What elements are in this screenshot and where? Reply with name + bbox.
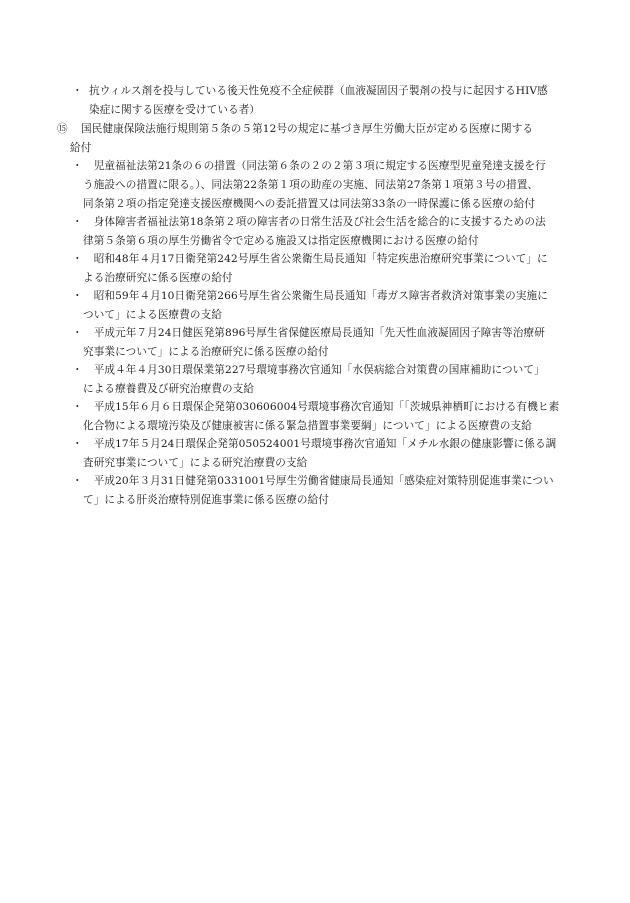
bullet-mark: ・ <box>72 364 83 376</box>
bullet-mark: ・ <box>72 327 83 339</box>
list-item-line: 身体障害者福祉法第18条第２項の障害者の日常生活及び社会生活を総合的に支援するための法 <box>83 216 546 228</box>
list-item-line: 平成20年３月31日健発第0331001号厚生労働省健康局長通知「感染症対策特別促進事業につい <box>83 475 554 487</box>
bullet-mark: ・ <box>72 475 83 487</box>
list-item-line: 律第５条第６項の厚生労働省令で定める施設又は指定医療機関における医療の給付 <box>83 235 479 247</box>
section-heading-line: 国民健康保険法施行規則第５条の５第12号の規定に基づき厚生労働大臣が定める医療に関する <box>81 123 534 135</box>
bullet-mark: ・ <box>72 438 83 450</box>
list-item <box>72 213 592 251</box>
list-item-line: 抗ウィルス剤を投与している後天性免疫不全症候群（血液凝固因子製剤の投与に起因するHIV感 <box>89 85 548 97</box>
list-item-line: 究事業について」による治療研究に係る医療の給付 <box>83 346 329 358</box>
bullet-mark: ・ <box>72 401 83 413</box>
bullet-mark: ・ <box>72 85 83 97</box>
list-item-line: 化合物による環境汚染及び健康被害に係る緊急措置事業要綱」について」による医療費の支給 <box>83 420 532 432</box>
bullet-mark: ・ <box>72 253 83 265</box>
section-heading-15 <box>57 120 602 158</box>
list-item <box>72 435 592 473</box>
list-item <box>72 361 592 399</box>
list-item-line: ついて」による医療費の支給 <box>83 309 223 321</box>
section-heading-line: 給付 <box>70 142 92 154</box>
section-number: ⑮ <box>57 123 68 135</box>
list-item-line: 染症に関する医療を受けている者） <box>89 104 261 116</box>
list-item <box>72 287 592 325</box>
list-item-line: て」による肝炎治療特別促進事業に係る医療の給付 <box>83 494 329 506</box>
list-item-line: よる治療研究に係る医療の給付 <box>83 272 233 284</box>
list-item-line: 査研究事業について」による研究治療費の支給 <box>83 457 308 469</box>
list-item-line: 昭和48年４月17日衛発第242号厚生省公衆衛生局長通知「特定疾患治療研究事業について」に <box>83 253 548 265</box>
bullet-mark: ・ <box>72 160 83 172</box>
list-item-line: 同条第２項の指定発達支援医療機関への委託措置又は同法第33条の一時保護に係る医療の給付 <box>83 198 536 210</box>
list-item-line: 平成15年６月６日環保企発第030606004号環境事務次官通知「「茨城県神栖町における有機ヒ素 <box>83 401 560 413</box>
list-item-line: 平成元年７月24日健医発第896号厚生省保健医療局長通知「先天性血液凝固因子障害等治療研 <box>83 327 545 339</box>
list-item-line: 平成４年４月30日環保業第227号環境事務次官通知「水俣病総合対策費の国庫補助について」 <box>83 364 545 376</box>
list-item <box>72 250 592 288</box>
list-item <box>72 324 592 362</box>
bullet-mark: ・ <box>72 290 83 302</box>
list-item-line: う施設への措置に限る。）、同法第22条第１項の助産の実施、同法第27条第１項第３号の措置、 <box>83 179 539 191</box>
list-item <box>72 157 592 214</box>
list-item-hiv <box>72 82 592 120</box>
list-item-line: 平成17年５月24日環保企発第050524001号環境事務次官通知「メチル水銀の健康影響に係る調 <box>83 438 557 450</box>
list-item-line: 昭和59年４月10日衛発第266号厚生省公衆衛生局長通知「毒ガス障害者救済対策事業の実施に <box>83 290 548 302</box>
list-item-line: 児童福祉法第21条の６の措置（同法第６条の２の２第３項に規定する医療型児童発達支援を行 <box>83 160 546 172</box>
bullet-mark: ・ <box>72 216 83 228</box>
list-item <box>72 398 592 436</box>
list-item <box>72 472 592 510</box>
list-item-line: による療養費及び研究治療費の支給 <box>83 383 255 395</box>
